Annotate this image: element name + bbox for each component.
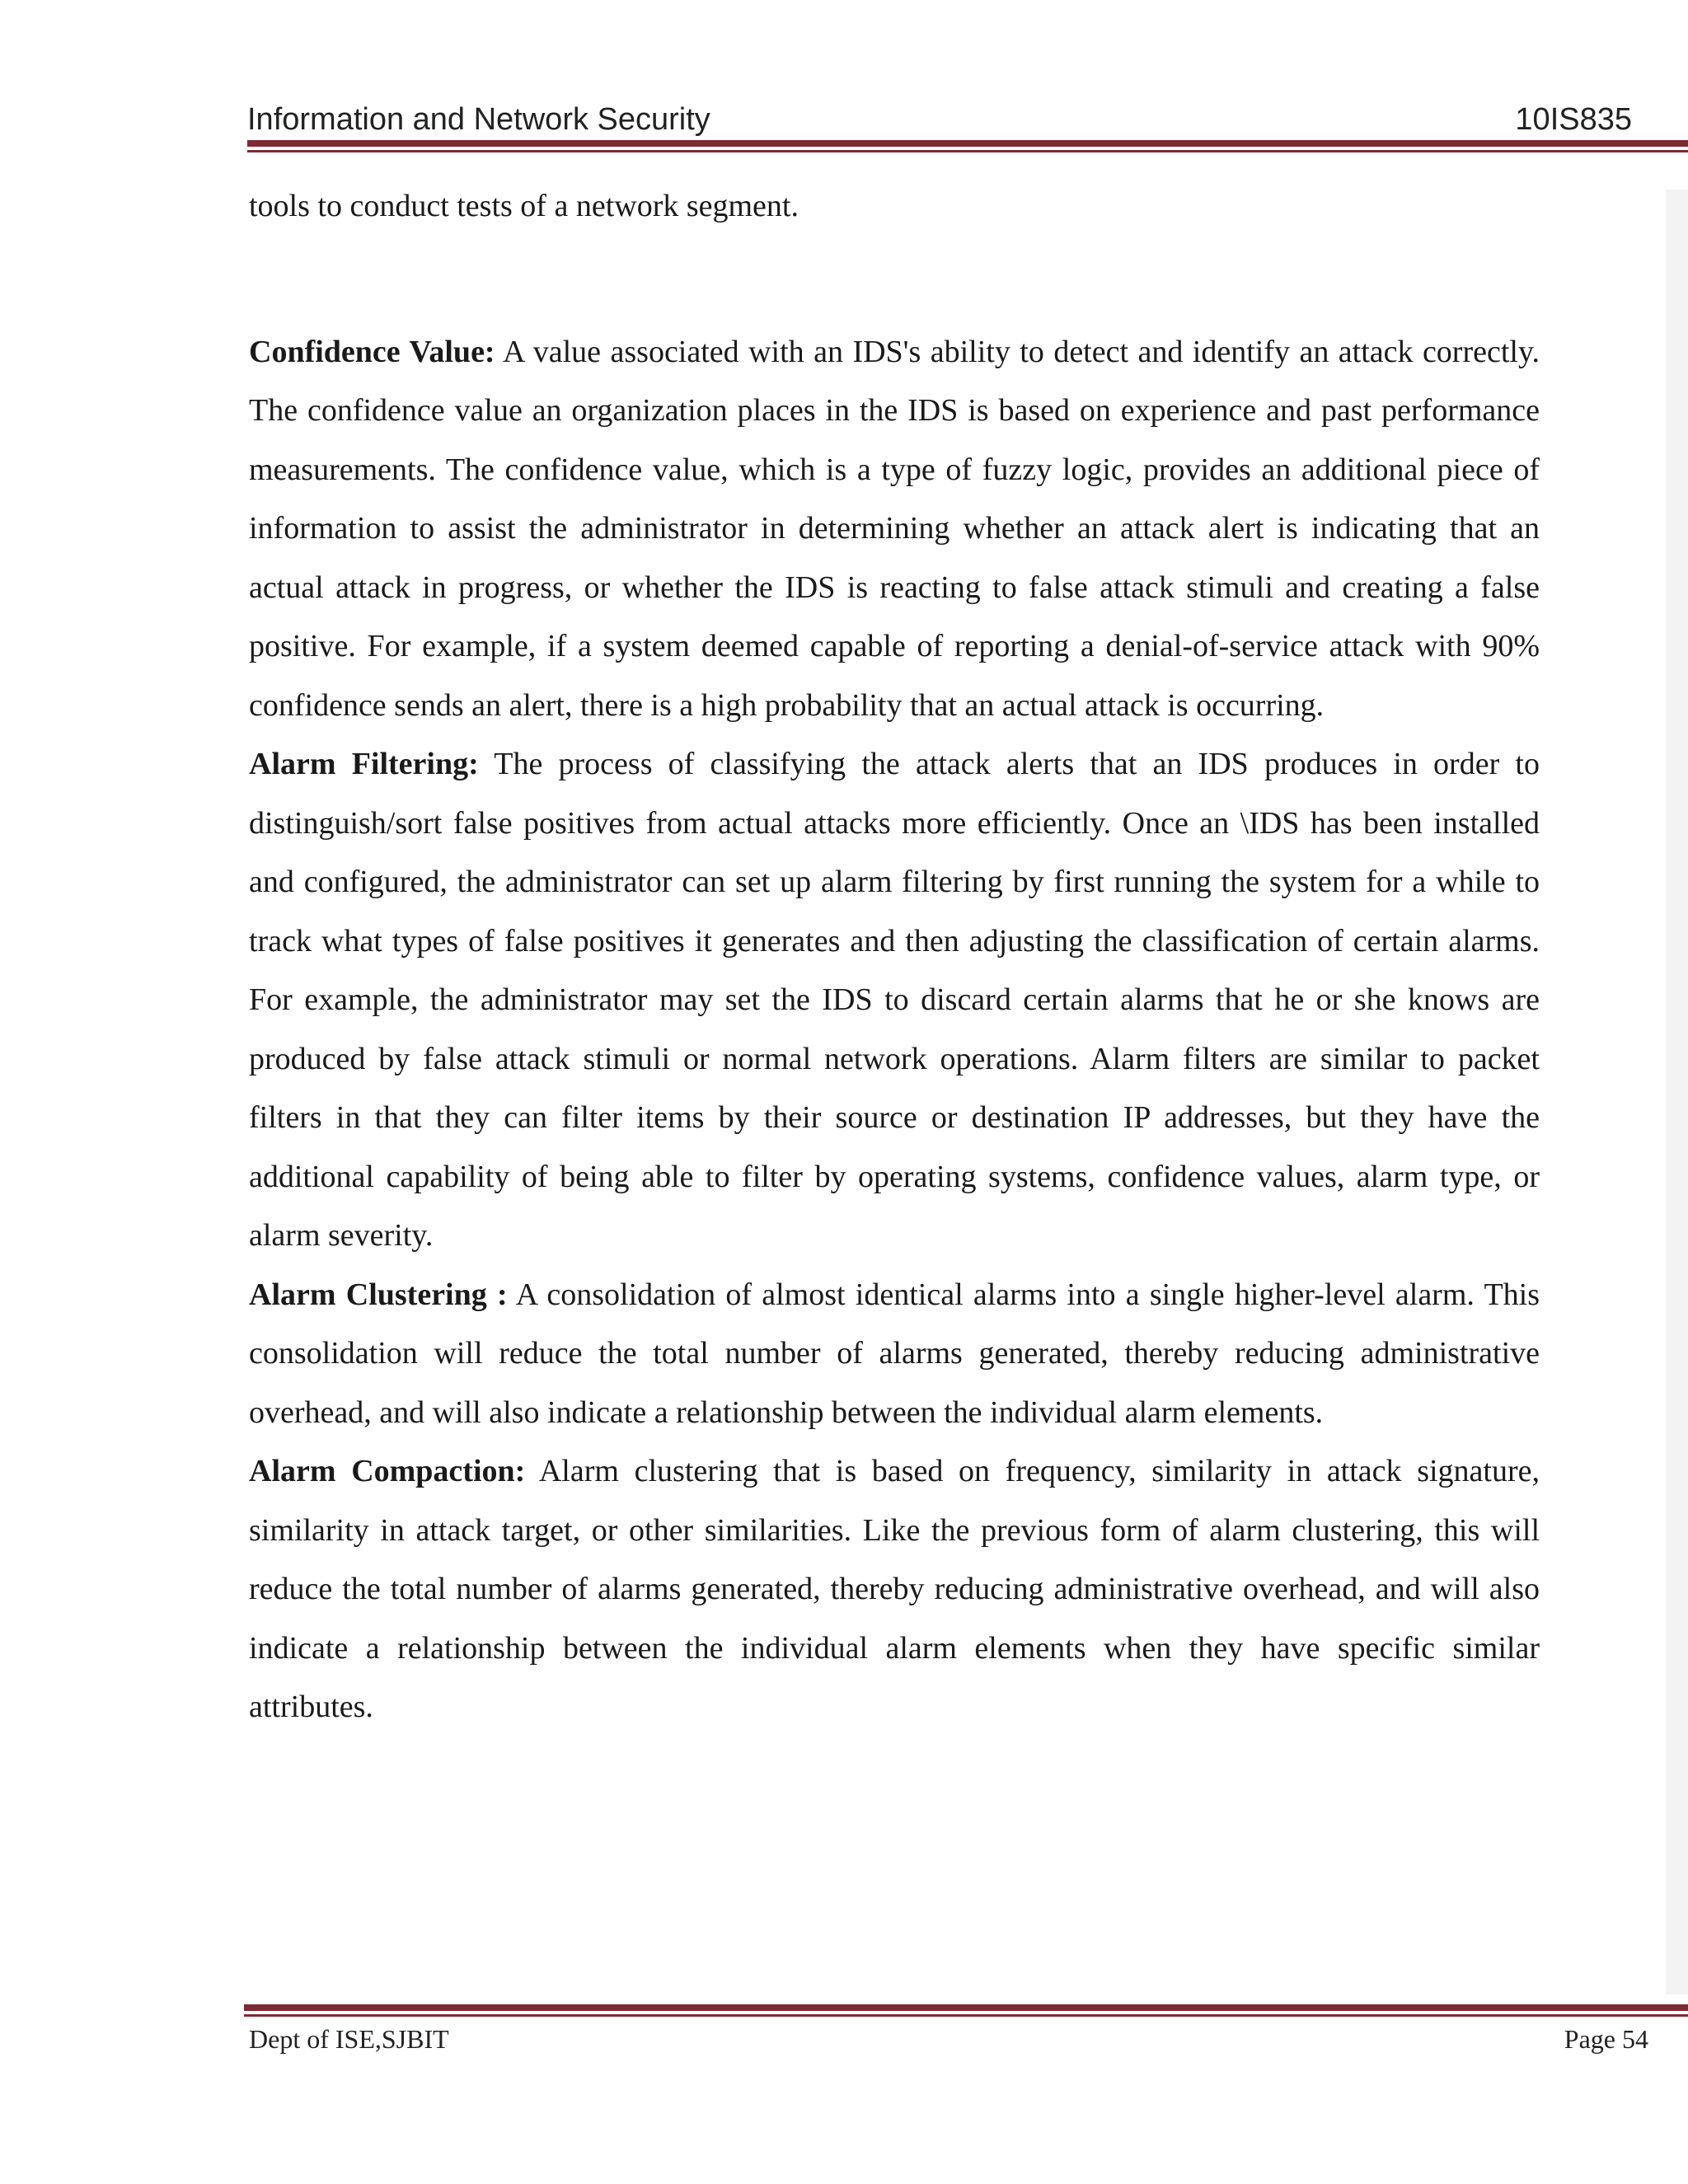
- term-alarm-clustering: Alarm Clustering :: [249, 1277, 508, 1312]
- header-rule-thick: [247, 140, 1688, 147]
- header-course-code: 10IS835: [1515, 102, 1632, 137]
- section-alarm-filtering: [249, 735, 1540, 1266]
- paragraph-gap: [249, 237, 1540, 323]
- header-title: Information and Network Security: [247, 102, 710, 137]
- term-alarm-compaction: Alarm Compaction:: [249, 1454, 526, 1488]
- definition-confidence-value: A value associated with an IDS's ability to detect and identify an attack correctly. The confidence value an organization places in the IDS is based on experience and past performance measurements. The confidence value, which is a type of fuzzy logic, provides an additional piece of information to assist the administrator in determining whether an attack alert is indicating that an actual attack in progress, or whether the IDS is reacting to false attack stimuli and creating a false positive. For example, if a system deemed capable of reporting a denial-of-service attack with 90% confidence sends an alert, there is a high probability that an actual attack is occurring.: [249, 334, 1540, 723]
- intro-paragraph: tools to conduct tests of a network segment.: [249, 189, 799, 223]
- section-confidence-value: [249, 323, 1540, 736]
- page-edge-shadow: [1666, 190, 1688, 1994]
- term-alarm-filtering: Alarm Filtering:: [249, 747, 479, 781]
- section-alarm-clustering: [249, 1266, 1540, 1443]
- page-header: [247, 97, 1632, 147]
- definition-alarm-clustering: A consolidation of almost identical alarms into a single higher-level alarm. This consolidation will reduce the total number of alarms generated, thereby reducing administrative overhead, and will also indicate a relationship between the individual alarm elements.: [249, 1277, 1540, 1430]
- footer-rule-thick: [244, 2004, 1688, 2011]
- page-body: [249, 177, 1540, 1737]
- footer-department: Dept of ISE,SJBIT: [249, 2024, 449, 2054]
- header-rule-thin: [247, 150, 1688, 152]
- footer-rule-thin: [244, 2014, 1688, 2017]
- term-confidence-value: Confidence Value:: [249, 334, 495, 369]
- section-alarm-compaction: [249, 1442, 1540, 1737]
- definition-alarm-compaction: Alarm clustering that is based on frequency, similarity in attack signature, similarity in attack target, or other similarities. Like the previous form of alarm clustering, this will reduce the total number of alarms generated, thereby reducing administrative overhead, and will also indicate a relationship between the individual alarm elements when they have specific similar attributes.: [249, 1454, 1540, 1724]
- footer-page-number: Page 54: [1564, 2024, 1648, 2054]
- page-footer: [249, 2019, 1648, 2060]
- definition-alarm-filtering: The process of classifying the attack alerts that an IDS produces in order to distinguish/sort false positives from actual attacks more efficiently. Once an \IDS has been installed and configured, the administrator can set up alarm filtering by first running the system for a while to track what types of false positives it generates and then adjusting the classification of certain alarms. For example, the administrator may set the IDS to discard certain alarms that he or she knows are produced by false attack stimuli or normal network operations. Alarm filters are similar to packet filters in that they can filter items by their source or destination IP addresses, but they have the additional capability of being able to filter by operating systems, confidence values, alarm type, or alarm severity.: [249, 747, 1540, 1253]
